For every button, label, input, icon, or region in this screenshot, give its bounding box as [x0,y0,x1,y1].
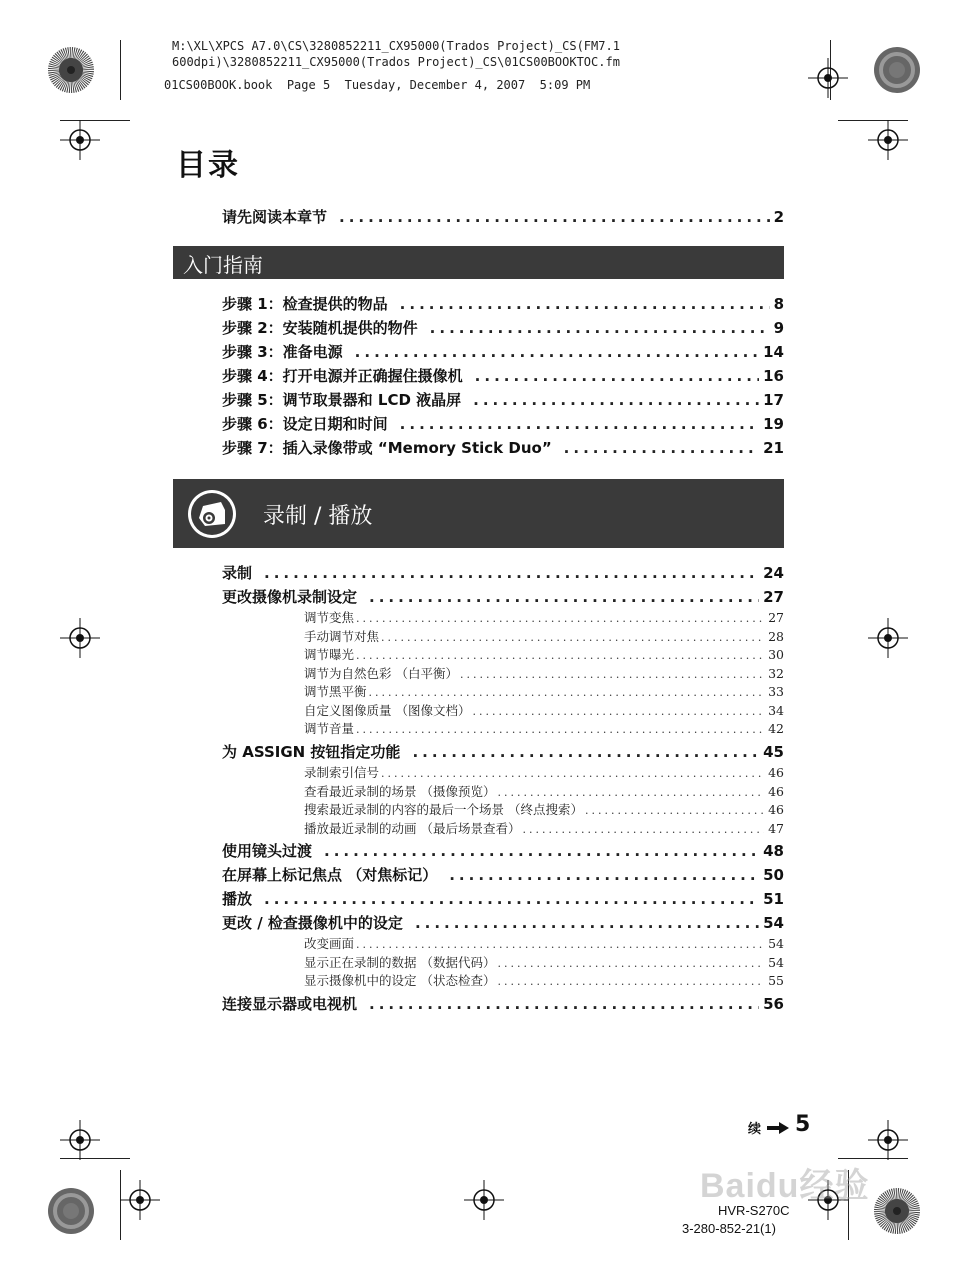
toc-entry-page: 19 [763,415,784,433]
toc-entry-page: 50 [763,866,784,884]
toc-subentry[interactable] [304,664,784,682]
section-header-getting-started [173,246,784,279]
registration-mark-icon [866,1118,910,1162]
toc-entry[interactable] [222,741,784,761]
dot-leader [381,631,764,644]
dot-leader [381,767,764,780]
page-number: 5 [795,1112,811,1137]
toc-entry-label: 步骤 7：插入录像带或 “Memory Stick Duo” [222,439,552,457]
toc-entry-label: 在屏幕上标记焦点 （对焦标记） [222,866,438,884]
registration-mark-icon [806,56,850,100]
toc-subentry[interactable] [304,971,784,989]
toc-entry[interactable] [222,912,784,932]
dot-leader [585,804,764,817]
toc-entry[interactable] [222,413,784,433]
toc-subentry-label: 查看最近录制的场景 （摄像预览） [304,784,496,799]
toc-entry[interactable] [222,317,784,337]
toc-subentry-label: 搜索最近录制的内容的最后一个场景 （终点搜索） [304,802,583,817]
toc-subentry[interactable] [304,800,784,818]
section-title: 入门指南 [183,253,263,277]
dot-leader [356,723,764,736]
dot-leader [497,786,764,799]
toc-subentry[interactable] [304,627,784,645]
registration-mark-icon [118,1178,162,1222]
toc-subentry-page: 46 [768,765,784,780]
toc-entry-label: 请先阅读本章节 [222,208,328,226]
dot-leader [497,975,764,988]
toc-entry[interactable] [222,993,784,1013]
file-path-header [172,38,620,70]
page-title: 目录 [176,148,240,183]
camera-icon [185,488,239,540]
toc-subentry-page: 28 [768,629,784,644]
registration-mark-icon [58,616,102,660]
toc-entry[interactable] [222,341,784,361]
color-wheel-icon [46,1186,96,1236]
toc-entry-label: 步骤 3：准备电源 [222,343,343,361]
model-number: HVR-S270C [718,1203,790,1218]
book-info-header: 01CS00BOOK.book Page 5 Tuesday, December 4, 2007 5:09 PM [164,78,591,92]
file-path-line-2: 600dpi)\3280852211_CX95000(Trados Project)_CS\01CS00BOOKTOC.fm [172,55,620,69]
toc-entry-page: 8 [773,295,784,313]
dot-leader [369,588,759,606]
toc-entry-label: 步骤 2：安装随机提供的物件 [222,319,418,337]
dot-leader [415,914,759,932]
toc-entry-label: 使用镜头过渡 [222,842,313,860]
toc-entry-page: 51 [763,890,784,908]
color-wheel-icon [872,45,922,95]
dot-leader [356,938,764,951]
toc-entry[interactable] [222,293,784,313]
toc-subentry[interactable] [304,682,784,700]
dot-leader [400,415,759,433]
color-wheel-icon [872,1186,922,1236]
toc-subentry-label: 调节音量 [304,721,355,736]
dot-leader [564,439,759,457]
toc-entry[interactable] [222,864,784,884]
dot-leader [369,995,759,1013]
toc-subentry-page: 46 [768,802,784,817]
toc-entry[interactable] [222,437,784,457]
registration-mark-icon [866,616,910,660]
toc-entry[interactable] [222,389,784,409]
toc-entry-label: 步骤 4：打开电源并正确握住摄像机 [222,367,463,385]
toc-entry-label: 为 ASSIGN 按钮指定功能 [222,743,401,761]
toc-subentry-page: 30 [768,647,784,662]
part-number: 3-280-852-21(1) [682,1221,776,1236]
toc-subentry-page: 47 [768,821,784,836]
toc-subentry[interactable] [304,953,784,971]
toc-subentry-label: 调节曝光 [304,647,355,662]
toc-subentry[interactable] [304,645,784,663]
toc-subentry-label: 改变画面 [304,936,355,951]
dot-leader [475,367,759,385]
toc-subentry-label: 调节变焦 [304,610,355,625]
toc-entry-page: 9 [773,319,784,337]
toc-entry-label: 连接显示器或电视机 [222,995,358,1013]
dot-leader [522,823,764,836]
toc-entry-page: 16 [763,367,784,385]
toc-subentry[interactable] [304,819,784,837]
toc-subentry-label: 播放最近录制的动画 （最后场景查看） [304,821,521,836]
toc-entry-page: 14 [763,343,784,361]
toc-subentry-page: 46 [768,784,784,799]
toc-subentry[interactable] [304,701,784,719]
dot-leader [324,842,759,860]
toc-entry-label: 录制 [222,564,253,582]
watermark: Baidu经验 [700,1167,870,1205]
toc-subentry[interactable] [304,608,784,626]
toc-entry-label: 步骤 6：设定日期和时间 [222,415,388,433]
toc-entry[interactable] [222,365,784,385]
toc-entry-label: 播放 [222,890,253,908]
toc-subentry-page: 33 [768,684,784,699]
toc-subentry-page: 32 [768,666,784,681]
toc-entry-page: 2 [773,208,784,226]
section-header-recording-playback [173,479,784,548]
toc-subentry-label: 显示正在录制的数据 （数据代码） [304,955,496,970]
registration-mark-icon [58,1118,102,1162]
toc-entry-page: 48 [763,842,784,860]
toc-subentry-label: 手动调节对焦 [304,629,380,644]
toc-subentry-label: 自定义图像质量 （图像文档） [304,703,471,718]
arrow-right-icon [767,1122,789,1134]
toc-entry-page: 17 [763,391,784,409]
color-wheel-icon [46,45,96,95]
toc-entry-page: 24 [763,564,784,582]
toc-entry-page: 21 [763,439,784,457]
registration-mark-icon [866,118,910,162]
toc-entry-label: 步骤 5：调节取景器和 LCD 液晶屏 [222,391,462,409]
toc-entry-page: 54 [763,914,784,932]
registration-mark-icon [58,118,102,162]
toc-entry[interactable] [222,562,784,582]
toc-entry[interactable] [222,840,784,860]
dot-leader [460,668,764,681]
toc-entry-label: 步骤 1：检查提供的物品 [222,295,388,313]
dot-leader [449,866,759,884]
toc-entry-page: 27 [763,588,784,606]
dot-leader [356,612,764,625]
dot-leader [355,343,759,361]
toc-subentry-page: 27 [768,610,784,625]
toc-subentry-page: 54 [768,936,784,951]
toc-subentry-label: 调节黑平衡 [304,684,367,699]
continue-indicator [748,1118,789,1137]
dot-leader [356,649,764,662]
toc-entry-page: 56 [763,995,784,1013]
registration-mark-icon [462,1178,506,1222]
dot-leader [264,890,759,908]
toc-subentry[interactable] [304,782,784,800]
dot-leader [472,705,764,718]
dot-leader [400,295,770,313]
file-path-line-1: M:\XL\XPCS A7.0\CS\3280852211_CX95000(Trados Project)_CS(FM7.1 [172,39,620,53]
dot-leader [430,319,770,337]
toc-subentry[interactable] [304,719,784,737]
dot-leader [339,208,770,226]
toc-subentry-page: 34 [768,703,784,718]
toc-subentry-page: 55 [768,973,784,988]
toc-subentry[interactable] [304,763,784,781]
continue-label: 续 [748,1122,762,1137]
toc-entry-page: 45 [763,743,784,761]
dot-leader [473,391,759,409]
toc-entry-label: 更改 / 检查摄像机中的设定 [222,914,403,932]
dot-leader [412,743,759,761]
toc-entry-label: 更改摄像机录制设定 [222,588,358,606]
toc-entry[interactable] [222,888,784,908]
toc-subentry-label: 录制索引信号 [304,765,380,780]
dot-leader [264,564,759,582]
toc-subentry-page: 42 [768,721,784,736]
toc-entry[interactable] [222,586,784,606]
toc-subentry-label: 调节为自然色彩 （白平衡） [304,666,458,681]
dot-leader [369,686,765,699]
toc-subentry-page: 54 [768,955,784,970]
crop-mark [120,40,121,100]
toc-subentry[interactable] [304,934,784,952]
toc-subentry-label: 显示摄像机中的设定 （状态检查） [304,973,496,988]
toc-entry-intro[interactable] [222,206,784,226]
section-title: 录制 / 播放 [263,504,373,529]
dot-leader [497,957,764,970]
